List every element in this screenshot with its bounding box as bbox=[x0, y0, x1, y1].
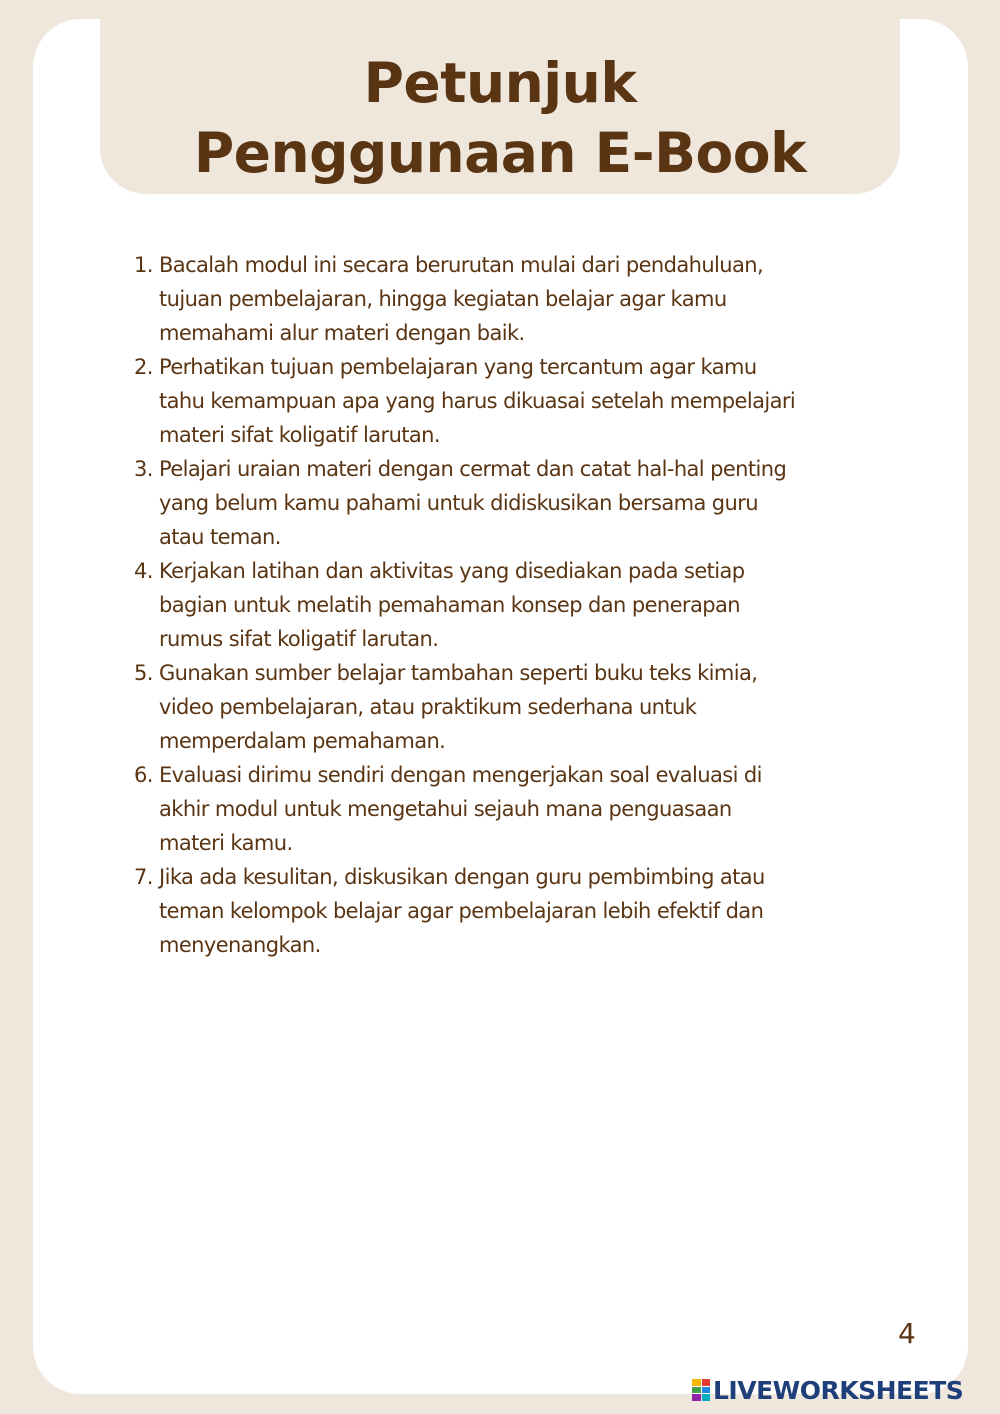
page-title-line-2: Penggunaan E-Book bbox=[193, 121, 807, 185]
page-number: 4 bbox=[898, 1317, 916, 1350]
instruction-text-line: memahami alur materi dengan baik. bbox=[159, 321, 525, 345]
instruction-item bbox=[128, 350, 888, 452]
instruction-number: 7. bbox=[134, 865, 153, 889]
instruction-text-line: materi sifat koligatif larutan. bbox=[159, 423, 440, 447]
instruction-text-line: video pembelajaran, atau praktikum sederhana untuk bbox=[159, 695, 697, 719]
logo-square bbox=[692, 1379, 701, 1386]
instruction-text-line: menyenangkan. bbox=[159, 933, 321, 957]
instruction-number: 1. bbox=[134, 253, 153, 277]
instruction-text-line: teman kelompok belajar agar pembelajaran lebih efektif dan bbox=[159, 899, 764, 923]
instruction-text-line: Kerjakan latihan dan aktivitas yang disediakan pada setiap bbox=[159, 559, 745, 583]
instruction-text-line: tujuan pembelajaran, hingga kegiatan belajar agar kamu bbox=[159, 287, 727, 311]
logo-square bbox=[702, 1379, 711, 1386]
instruction-text-line: yang belum kamu pahami untuk didiskusikan bersama guru bbox=[159, 491, 758, 515]
instruction-number: 6. bbox=[134, 763, 153, 787]
logo-square bbox=[702, 1394, 711, 1401]
instruction-text-line: bagian untuk melatih pemahaman konsep dan penerapan bbox=[159, 593, 740, 617]
liveworksheets-logo-icon bbox=[692, 1379, 710, 1401]
liveworksheets-watermark bbox=[692, 1373, 963, 1407]
instruction-text-line: Gunakan sumber belajar tambahan seperti buku teks kimia, bbox=[159, 661, 758, 685]
instruction-number: 4. bbox=[134, 559, 153, 583]
instruction-text-line: atau teman. bbox=[159, 525, 281, 549]
instruction-text-line: rumus sifat koligatif larutan. bbox=[159, 627, 439, 651]
instruction-number: 5. bbox=[134, 661, 153, 685]
instruction-number: 3. bbox=[134, 457, 153, 481]
instruction-text-line: Bacalah modul ini secara berurutan mulai dari pendahuluan, bbox=[159, 253, 764, 277]
instruction-text-line: tahu kemampuan apa yang harus dikuasai setelah mempelajari bbox=[159, 389, 796, 413]
page-title-line-1: Petunjuk bbox=[363, 51, 637, 115]
instruction-item bbox=[128, 656, 888, 758]
instruction-text-line: Evaluasi dirimu sendiri dengan mengerjakan soal evaluasi di bbox=[159, 763, 762, 787]
instruction-item bbox=[128, 554, 888, 656]
instruction-item bbox=[128, 248, 888, 350]
logo-square bbox=[692, 1387, 701, 1394]
instruction-text-line: memperdalam pemahaman. bbox=[159, 729, 446, 753]
instruction-text-line: materi kamu. bbox=[159, 831, 293, 855]
watermark-text: LIVEWORKSHEETS bbox=[713, 1375, 964, 1405]
instruction-text-line: Jika ada kesulitan, diskusikan dengan guru pembimbing atau bbox=[159, 865, 765, 889]
logo-square bbox=[692, 1394, 701, 1401]
instruction-list bbox=[128, 248, 888, 962]
instruction-text-line: akhir modul untuk mengetahui sejauh mana penguasaan bbox=[159, 797, 732, 821]
title-header bbox=[100, 0, 900, 194]
logo-square bbox=[702, 1387, 711, 1394]
instruction-text-line: Perhatikan tujuan pembelajaran yang tercantum agar kamu bbox=[159, 355, 757, 379]
instruction-item bbox=[128, 758, 888, 860]
instruction-number: 2. bbox=[134, 355, 153, 379]
instruction-item bbox=[128, 860, 888, 962]
instruction-text-line: Pelajari uraian materi dengan cermat dan catat hal-hal penting bbox=[159, 457, 787, 481]
instruction-item bbox=[128, 452, 888, 554]
